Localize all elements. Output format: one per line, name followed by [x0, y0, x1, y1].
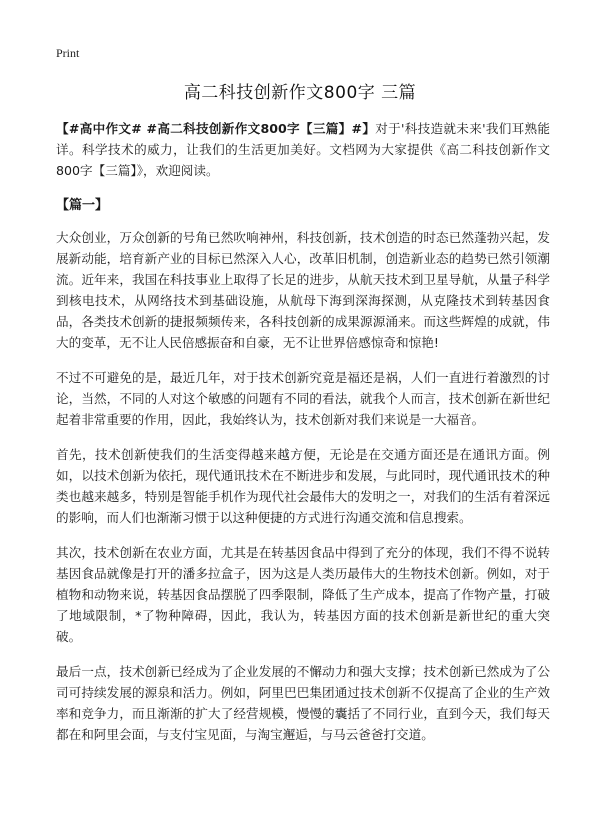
print-link[interactable]: Print	[56, 46, 80, 60]
section-heading: 【篇一】	[56, 198, 109, 213]
paragraph-3: 首先，技术创新使我们的生活变得越来越方便，无论是在交通方面还是在通讯方面。例如，以技术创新为依托，现代通讯技术在不断进步和发展，与此同时，现代通讯技术的种类也越来越多，特别是智能手机作为现代社会最伟大的发明之一，对我们的生活有着深远的影响，而人们也渐渐习惯于以这种便捷的方式进行沟通交流和信息搜索。	[56, 447, 550, 525]
intro-text: 对于'科技造就未来'我们耳熟能详。科学技术的威力，让我们的生活更加美好。文档网为大家提供《高二科技创新作文800字【三篇】》，欢迎阅读。	[56, 121, 550, 178]
paragraph-2: 不过不可避免的是，最近几年，对于技术创新究竟是福还是祸，人们一直进行着激烈的讨论，当然，不同的人对这个敏感的问题有不同的看法，就我个人而言，技术创新在新世纪起着非常重要的作用，因此，我始终认为，技术创新对我们来说是一大福音。	[56, 370, 550, 427]
intro-paragraph	[56, 118, 550, 181]
paragraph-4: 其次，技术创新在农业方面，尤其是在转基因食品中得到了充分的体现，我们不得不说转基因食品就像是打开的潘多拉盒子，因为这是人类历最伟大的生物技术创新。例如，对于植物和动物来说，转基因食品摆脱了四季限制，降低了生产成本，提高了作物产量，打破了地域限制，*了物种障碍，因此，我认为，转基因方面的技术创新是新世纪的重大突破。	[56, 545, 550, 644]
article-body	[56, 118, 550, 759]
intro-tags: 【#高中作文# #高二科技创新作文800字【三篇】#】	[56, 121, 376, 136]
page-title: 高二科技创新作文800字 三篇	[183, 83, 417, 103]
paragraph-5: 最后一点，技术创新已经成为了企业发展的不懈动力和强大支撑；技术创新已然成为了公司可持续发展的源泉和活力。例如，阿里巴巴集团通过技术创新不仅提高了企业的生产效率和竞争力，而且渐渐的扩大了经营规模，慢慢的囊括了不同行业，直到今天，我们每天都在和阿里会面，与支付宝见面，与淘宝邂逅，与马云爸爸打交道。	[56, 664, 550, 742]
paragraph-1: 大众创业，万众创新的号角已然吹响神州，科技创新，技术创造的时态已然蓬勃兴起，发展新动能，培育新产业的目标已然深入人心，改革旧机制，创造新业态的趋势已然引领潮流。近年来，我国在科技事业上取得了长足的进步，从航天技术到卫星导航，从量子科学到核电技术，从网络技术到基础设施，从航母下海到深海探测，从克隆技术到转基因食品，各类技术创新的捷报频频传来，各科技创新的成果源源涌来。而这些辉煌的成就，伟大的变革，无不让人民倍感振奋和自豪，无不让世界倍感惊奇和惊艳!	[56, 230, 550, 350]
